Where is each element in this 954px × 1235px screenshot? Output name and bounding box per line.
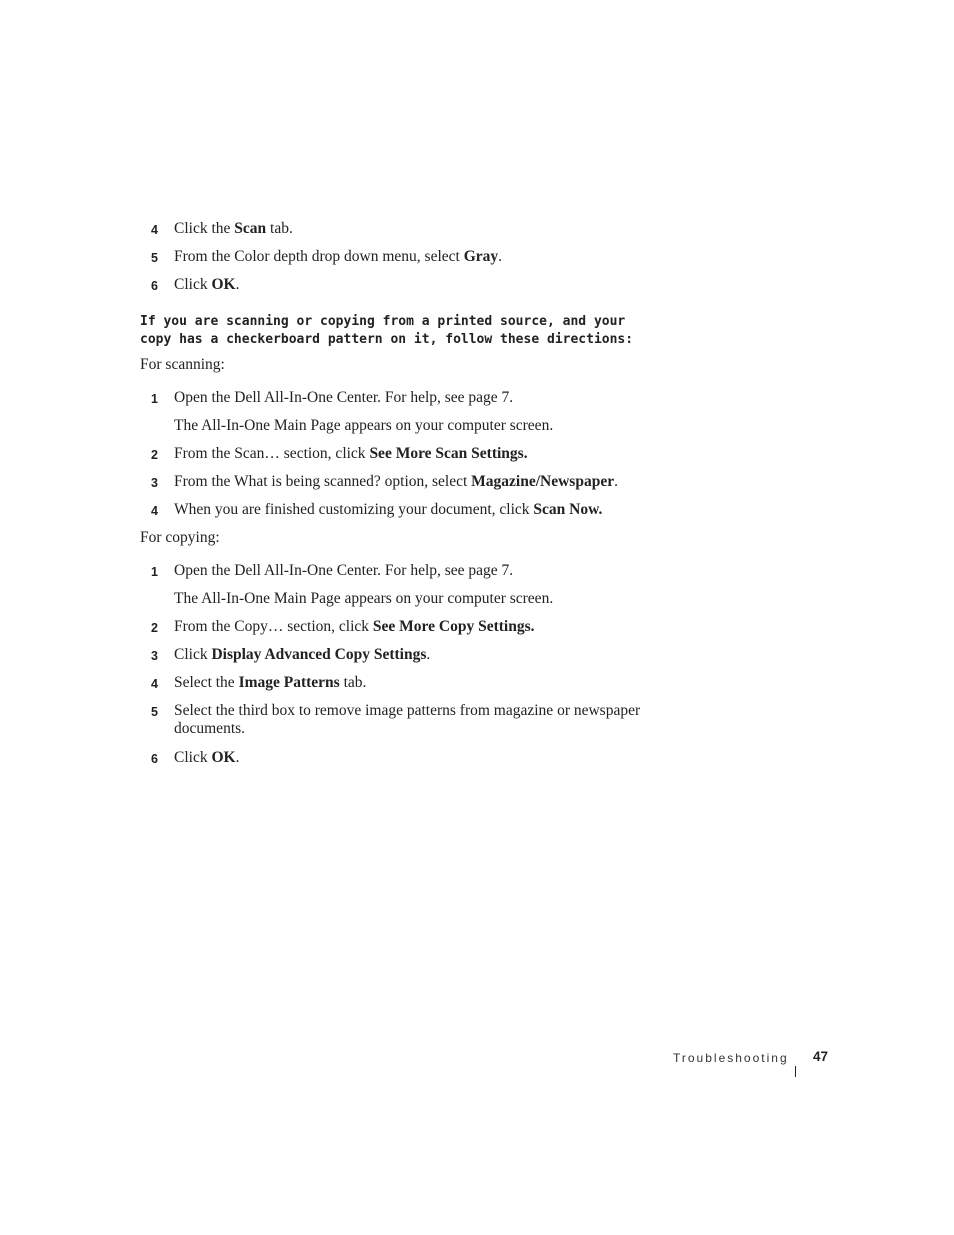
step-top-6 [151,276,671,294]
step-text: The All-In-One Main Page appears on your computer screen. [174,417,554,434]
step-text: The All-In-One Main Page appears on your computer screen. [174,590,554,607]
copy-step-6 [151,749,671,767]
scan-step-2 [151,445,671,463]
step-number: 4 [151,504,158,518]
step-text: From the Color depth drop down menu, select Gray. [174,248,503,265]
step-number: 1 [151,565,158,579]
step-number: 2 [151,621,158,635]
copy-step-1-result [151,590,671,608]
scan-step-1-result [151,417,671,435]
step-number: 6 [151,752,158,766]
copy-step-5 [151,702,666,738]
scan-step-1 [151,389,671,407]
step-number: 1 [151,392,158,406]
copy-step-4 [151,674,671,692]
step-number: 5 [151,251,158,265]
step-text: Click the Scan tab. [174,220,293,237]
scan-step-3 [151,473,671,491]
step-number: 4 [151,223,158,237]
step-number: 3 [151,476,158,490]
scanning-intro: For scanning: [140,356,225,373]
page-number: 47 [813,1049,829,1064]
step-top-5 [151,248,671,266]
step-number: 3 [151,649,158,663]
step-top-4 [151,220,671,238]
copy-step-1 [151,562,671,580]
step-number: 5 [151,705,158,719]
copy-step-3 [151,646,671,664]
step-text: Click Display Advanced Copy Settings. [174,646,431,663]
step-number: 2 [151,448,158,462]
step-text: Open the Dell All-In-One Center. For help, see page 7. [174,562,514,579]
footer-divider [795,1066,796,1077]
step-text: Click OK. [174,276,240,293]
step-text: Click OK. [174,749,240,766]
step-number: 4 [151,677,158,691]
step-text: Select the Image Patterns tab. [174,674,367,691]
scan-step-4 [151,501,671,519]
step-text: From the Scan… section, click See More Scan Settings. [174,445,528,462]
step-number: 6 [151,279,158,293]
step-text: Open the Dell All-In-One Center. For help, see page 7. [174,389,514,406]
step-text: When you are finished customizing your document, click Scan Now. [174,501,603,518]
step-text: From the Copy… section, click See More Copy Settings. [174,618,535,635]
footer-section-name: Troubleshooting [673,1051,789,1065]
step-text: Select the third box to remove image patterns from magazine or newspaper documents. [174,702,641,737]
step-text: From the What is being scanned? option, select Magazine/Newspaper. [174,473,618,490]
copy-step-2 [151,618,671,636]
section-heading: If you are scanning or copying from a printed source, and your copy has a checkerboard pattern on it, follow these directions: [140,314,634,347]
copying-intro: For copying: [140,529,220,546]
